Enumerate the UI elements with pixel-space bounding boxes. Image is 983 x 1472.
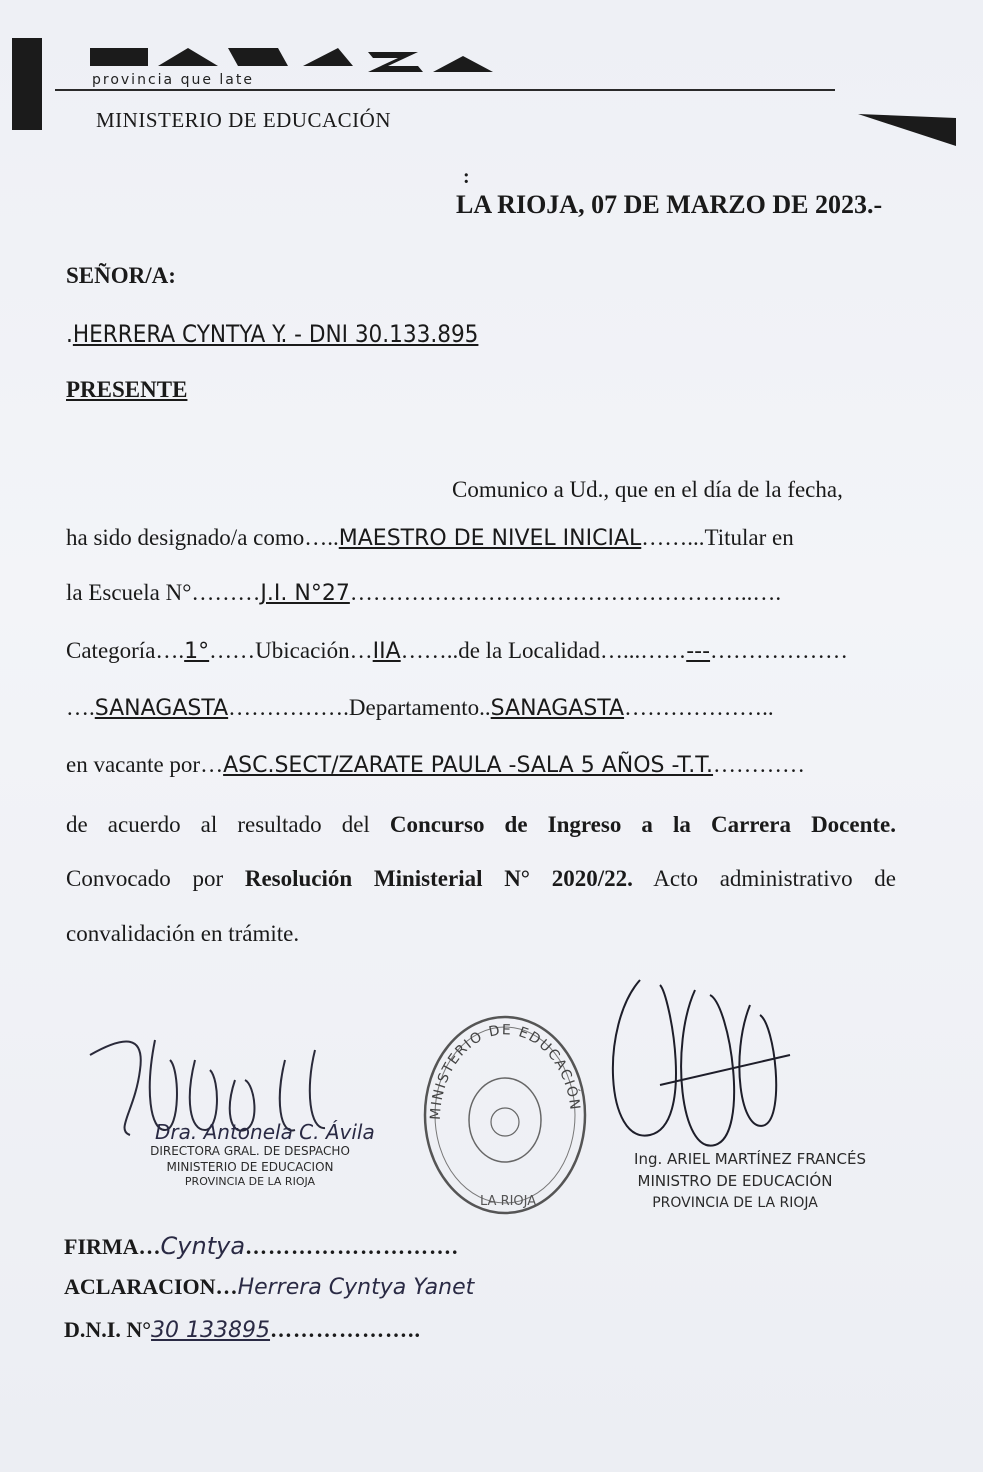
aclaracion-row [64,1274,474,1300]
signature-left-handwritten: Dra. Antonela C. Ávila [155,1120,375,1144]
firma-handwritten: Cyntya [160,1232,246,1260]
body-text: Categoría…. [66,638,185,663]
body-text: ……………….. [624,695,774,720]
recipient-lead: . [66,320,73,348]
dni-label: D.N.I. N° [64,1317,152,1342]
stamp-bottom-text: LA RIOJA [480,1194,537,1209]
body-line-6 [66,752,805,778]
escuela-field: J.I. N°27 [260,581,350,606]
body-text: ha sido designado/a como….. [66,525,339,550]
body-text: …………….Departamento.. [228,695,491,720]
dni-dots: ……………….. [270,1317,422,1342]
aclaracion-label: ACLARACION… [64,1274,238,1299]
presente-heading: PRESENTE [66,377,188,402]
signature-right-name: Ing. ARIEL MARTÍNEZ FRANCÉS [634,1150,866,1168]
categoria-field: 1° [184,639,210,664]
recipient-name: HERRERA CYNTYA Y. - DNI 30.133.895 [72,320,479,348]
header-rule [55,89,835,91]
body-text: ……...Titular en [641,525,794,550]
body-line-1: Comunico a Ud., que en el día de la fecha, [452,477,843,502]
date-mark: : [463,166,470,188]
body-line-4 [66,638,848,664]
dni-handwritten: 30 133895 [151,1318,271,1343]
dni-row [64,1317,421,1343]
body-line-2 [66,525,794,551]
header-corner-shape [858,108,958,148]
firma-row [64,1232,459,1260]
firma-label: FIRMA… [64,1234,161,1259]
signature-right-title: MINISTRO DE EDUCACIÓN [637,1172,833,1190]
salutation: SEÑOR/A: [66,263,176,288]
body-text: en vacante por… [66,752,224,777]
signature-left-org: MINISTERIO DE EDUCACION [166,1160,334,1174]
resolucion-text: Resolución Ministerial N° 2020/22. [244,866,633,891]
body-text: ………… [713,752,806,777]
body-line-7 [66,812,896,838]
body-text: de acuerdo al resultado del [66,812,390,837]
body-line-8 [66,866,896,892]
body-line-5 [66,695,774,721]
body-text: Acto administrativo de [632,866,897,891]
firma-dots: ………………………. [245,1234,459,1259]
localidad-blank: --- [686,639,711,664]
ministry-seal-stamp [418,1010,593,1220]
header-black-bar [12,38,42,130]
logo-text: provincia que late [92,72,254,88]
stamp-text: MINISTERIO DE EDUCACIÓN [427,1022,583,1121]
body-text: ……………………………………………..…. [349,580,782,605]
body-text: la Escuela N°……… [66,580,261,605]
departamento-field: SANAGASTA [490,696,625,721]
aclaracion-handwritten: Herrera Cyntya Yanet [237,1275,475,1300]
body-line-9: convalidación en trámite. [66,921,300,946]
concurso-text: Concurso de Ingreso a la Carrera Docente. [389,812,897,837]
signature-left-title: DIRECTORA GRAL. DE DESPACHO [150,1144,350,1158]
signature-right-scribble [600,965,800,1165]
svg-text:MINISTERIO DE EDUCACIÓN [428,1022,583,1120]
body-text: ……Ubicación… [209,638,373,663]
body-text: Convocado por [66,866,245,891]
localidad-field: SANAGASTA [94,696,229,721]
body-line-3 [66,580,781,606]
date-line: LA RIOJA, 07 DE MARZO DE 2023.- [456,190,883,219]
body-text: ……..de la Localidad…...…… [400,638,687,663]
body-text: ……………… [710,638,849,663]
signature-left-prov: PROVINCIA DE LA RIOJA [184,1175,316,1188]
body-text: …. [66,695,95,720]
recipient-line [66,320,478,348]
signature-right-prov: PROVINCIA DE LA RIOJA [652,1195,818,1211]
ministry-heading: MINISTERIO DE EDUCACIÓN [96,108,391,132]
vacante-field: ASC.SECT/ZARATE PAULA -SALA 5 AÑOS -T.T. [223,753,714,778]
ubicacion-field: IIA [372,639,401,664]
cargo-field: MAESTRO DE NIVEL INICIAL [338,526,642,551]
province-logo [88,42,508,94]
